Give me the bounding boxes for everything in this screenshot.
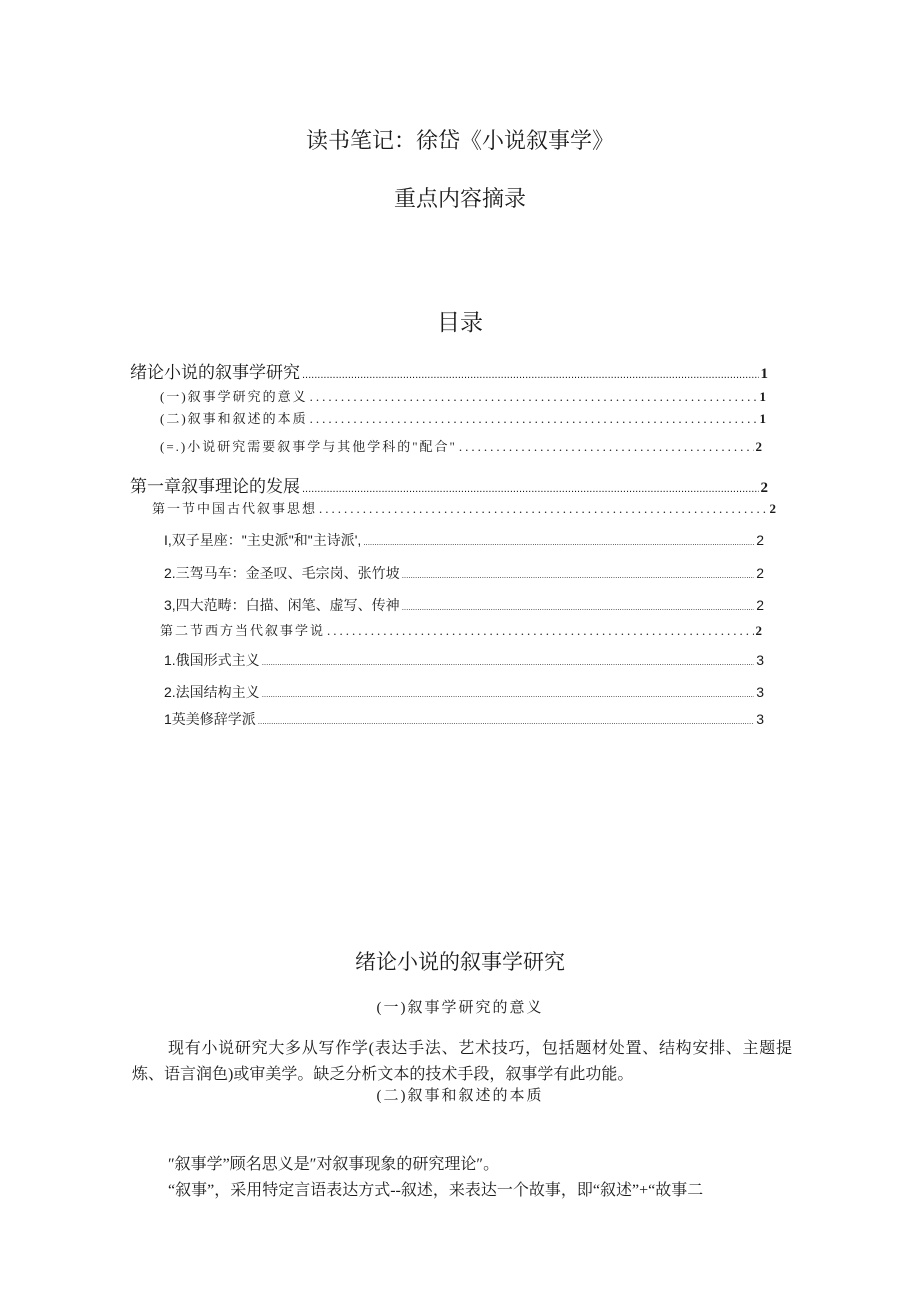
toc-entry[interactable] [130,472,768,497]
toc-leader-dots [310,411,758,427]
toc-entry-label: 1英美修辞学派 [164,711,256,727]
toc-page-number: 2 [756,597,764,613]
toc-entry-label: (二)叙事和叙述的本质 [160,411,308,426]
toc-heading: 目录 [437,309,483,335]
toc-entry[interactable] [164,563,764,583]
toc-entry[interactable] [164,650,764,670]
toc-entry-label: 3,四大范畴：白描、闲笔、虚写、传神 [164,597,400,613]
toc-entry-label: 第一节中国古代叙事思想 [152,501,318,516]
toc-entry-label: (一)叙事学研究的意义 [160,389,308,404]
toc-entry[interactable] [164,530,764,550]
toc-entry[interactable] [160,436,764,455]
toc-leader-dots [310,389,758,405]
toc-leader-dots [302,369,759,381]
toc-page-number: 2 [769,501,778,516]
toc-leader-dots [258,717,754,726]
toc-leader-dots [319,501,767,517]
toc-entry[interactable] [152,498,778,517]
toc-entry-label: 2.法国结构主义 [164,684,260,700]
toc-page-number: 1 [759,389,768,404]
toc-entry-label: 第一章叙事理论的发展 [130,477,300,496]
toc-page-number: 1 [759,411,768,426]
toc-entry[interactable] [164,682,764,702]
toc-page-number: 2 [755,623,764,638]
document-title: 读书笔记：徐岱《小说叙事学》 [305,128,614,153]
toc-leader-dots [363,538,754,547]
toc-leader-dots [327,623,753,639]
toc-entry[interactable] [130,358,768,383]
toc-entry[interactable] [160,386,768,405]
toc-entry-label: 第二节西方当代叙事学说 [160,623,326,638]
toc-page-number: 3 [756,652,764,668]
toc-page-number: 3 [756,684,764,700]
toc-entry[interactable] [160,408,768,427]
toc-leader-dots [262,690,755,699]
toc-entry-label: 绪论小说的叙事学研究 [130,363,300,382]
subsection-title: (二)叙事和叙述的本质 [376,1088,544,1104]
toc-page-number: 2 [755,439,764,454]
body-paragraph: 现有小说研究大多从写作学(表达手法、艺术技巧，包括题材处置、结构安排、主题提炼、语言润色)或审美学。缺乏分析文本的技术手段，叙事学有此功能。 [132,1040,792,1083]
toc-page-number: 2 [760,480,768,496]
toc-page-number: 1 [760,366,768,382]
toc-leader-dots [459,439,754,455]
toc-leader-dots [402,571,755,580]
toc-entry-label: 1.俄国形式主义 [164,652,260,668]
body-paragraph: “叙事”，采用特定言语表达方式--叙述，来表达一个故事，即“叙述”+“故事二 [168,1182,704,1199]
toc-entry-label: (=.)小说研究需要叙事学与其他学科的"配合" [160,439,457,454]
toc-entry[interactable] [164,595,764,615]
toc-entry-label: I,双子星座："主史派"和"主诗派', [164,532,362,548]
document-subtitle: 重点内容摘录 [393,186,526,211]
toc-entry[interactable] [164,709,764,729]
toc-leader-dots [402,603,755,612]
toc-entry[interactable] [160,620,764,639]
section-title: 绪论小说的叙事学研究 [355,951,565,974]
toc-entry-label: 2.三驾马车：金圣叹、毛宗岗、张竹坡 [164,565,400,581]
toc-page-number: 3 [756,711,764,727]
body-paragraph: ″叙事学”顾名思义是″对叙事现象的研究理论″。 [168,1156,500,1173]
toc-page-number: 2 [756,532,764,548]
toc-leader-dots [302,483,759,495]
subsection-title: (一)叙事学研究的意义 [376,1000,544,1016]
toc-page-number: 2 [756,565,764,581]
toc-leader-dots [262,658,755,667]
